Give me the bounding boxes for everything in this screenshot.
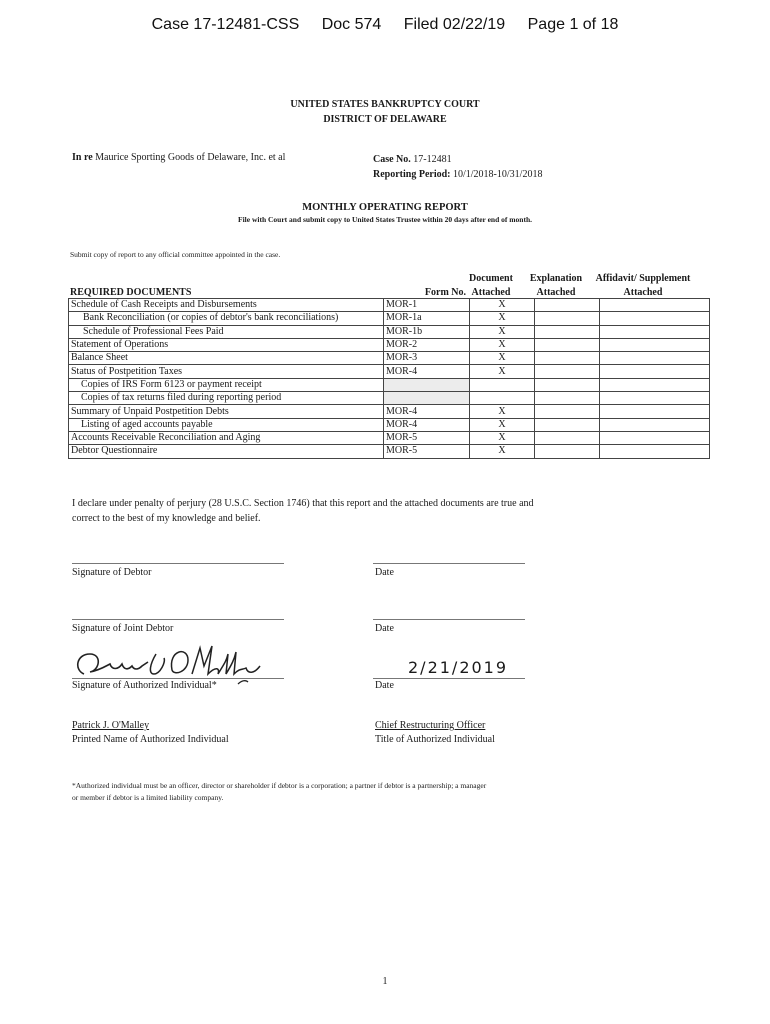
document-name-cell: Copies of tax returns filed during reporting period [69, 392, 384, 405]
explanation-attached-cell [535, 352, 600, 365]
document-name-cell: Status of Postpetition Taxes [69, 365, 384, 378]
document-attached-header [458, 272, 524, 300]
case-no-label: Case No. [373, 154, 411, 165]
affidavit-attached-cell [600, 392, 710, 405]
report-title: MONTHLY OPERATING REPORT [302, 202, 468, 213]
document-attached-cell: X [470, 299, 535, 312]
form-no-header: Form No. [424, 287, 466, 298]
document-attached-cell: X [470, 325, 535, 338]
explanation-attached-cell [535, 431, 600, 444]
signed-date: 2/21/2019 [408, 658, 509, 677]
court-district: DISTRICT OF DELAWARE [323, 114, 447, 125]
explanation-attached-cell [535, 325, 600, 338]
document-attached-cell: X [470, 431, 535, 444]
document-attached-cell [470, 392, 535, 405]
filed-date-header: Filed 02/22/19 [403, 16, 506, 33]
case-info [373, 152, 542, 182]
joint-signature-label: Signature of Joint Debtor [72, 623, 174, 634]
table-row [69, 445, 710, 458]
case-header [0, 16, 770, 34]
document-attached-cell: X [470, 405, 535, 418]
document-header-line2: Attached [471, 287, 511, 298]
table-row [69, 325, 710, 338]
table-row [69, 431, 710, 444]
table-row [69, 365, 710, 378]
affidavit-header-line1: Affidavit/ Supplement [595, 273, 691, 284]
document-name-cell: Schedule of Cash Receipts and Disbursements [69, 299, 384, 312]
authorized-title: Chief Restructuring Officer [375, 720, 486, 731]
form-number-cell: MOR-2 [384, 338, 470, 351]
explanation-header-line1: Explanation [529, 273, 583, 284]
submit-note: Submit copy of report to any official committee appointed in the case. [70, 250, 281, 259]
declaration-text: I declare under penalty of perjury (28 U.S.C. Section 1746) that this report and the attached documents are true and correct to the best of my knowledge and belief. [72, 498, 534, 524]
explanation-attached-cell [535, 378, 600, 391]
table-row [69, 378, 710, 391]
doc-number-header: Doc 574 [321, 16, 382, 33]
explanation-attached-cell [535, 405, 600, 418]
authorized-title-label: Title of Authorized Individual [375, 734, 495, 745]
debtor-date-line [373, 563, 525, 564]
debtor-name: Maurice Sporting Goods of Delaware, Inc. et al [95, 152, 286, 163]
table-row [69, 418, 710, 431]
affidavit-attached-cell [600, 378, 710, 391]
joint-date-label: Date [375, 623, 394, 634]
table-row [69, 338, 710, 351]
document-name-cell: Summary of Unpaid Postpetition Debts [69, 405, 384, 418]
affidavit-attached-cell [600, 325, 710, 338]
page-count-header: Page 1 of 18 [527, 16, 619, 33]
table-row [69, 392, 710, 405]
form-number-cell: MOR-4 [384, 365, 470, 378]
joint-signature-line [72, 619, 284, 620]
document-attached-cell: X [470, 352, 535, 365]
case-number-header: Case 17-12481-CSS [151, 16, 300, 33]
form-number-cell: MOR-1b [384, 325, 470, 338]
explanation-attached-cell [535, 299, 600, 312]
explanation-attached-cell [535, 392, 600, 405]
form-number-cell [384, 392, 470, 405]
affidavit-attached-cell [600, 352, 710, 365]
table-row [69, 299, 710, 312]
form-number-cell: MOR-5 [384, 445, 470, 458]
printed-name-label: Printed Name of Authorized Individual [72, 734, 229, 745]
authorized-footnote: *Authorized individual must be an officer, director or shareholder if debtor is a corporation; a partner if debtor is a partnership; a manager or member if debtor is a limited liability company. [72, 781, 487, 802]
form-number-cell [384, 378, 470, 391]
required-documents-table [68, 298, 710, 459]
document-name-cell: Listing of aged accounts payable [69, 418, 384, 431]
page-number: 1 [382, 976, 388, 987]
affidavit-attached-cell [600, 299, 710, 312]
court-heading [0, 97, 770, 127]
debtor-date-label: Date [375, 567, 394, 578]
required-documents-header: REQUIRED DOCUMENTS [70, 287, 192, 298]
document-name-cell: Bank Reconciliation (or copies of debtor's bank reconciliations) [69, 312, 384, 325]
affidavit-attached-cell [600, 445, 710, 458]
document-name-cell: Accounts Receivable Reconciliation and Aging [69, 431, 384, 444]
in-re-label: In re [72, 152, 93, 163]
form-number-cell: MOR-1a [384, 312, 470, 325]
reporting-period-value: 10/1/2018-10/31/2018 [453, 169, 543, 180]
document-header-line1: Document [469, 273, 513, 284]
form-number-cell: MOR-4 [384, 418, 470, 431]
table-row [69, 405, 710, 418]
affidavit-attached-cell [600, 338, 710, 351]
affidavit-attached-cell [600, 312, 710, 325]
reporting-period-label: Reporting Period: [373, 169, 451, 180]
report-subtitle: File with Court and submit copy to United States Trustee within 20 days after end of month. [238, 215, 532, 224]
document-name-cell: Debtor Questionnaire [69, 445, 384, 458]
affidavit-attached-cell [600, 365, 710, 378]
document-name-cell: Balance Sheet [69, 352, 384, 365]
case-no-value: 17-12481 [413, 154, 452, 165]
form-number-cell: MOR-3 [384, 352, 470, 365]
form-number-cell: MOR-1 [384, 299, 470, 312]
authorized-date-label: Date [375, 680, 394, 691]
table-row [69, 352, 710, 365]
affidavit-attached-cell [600, 405, 710, 418]
explanation-attached-cell [535, 445, 600, 458]
form-number-cell: MOR-4 [384, 405, 470, 418]
document-attached-cell [470, 378, 535, 391]
document-attached-cell: X [470, 445, 535, 458]
document-attached-cell: X [470, 418, 535, 431]
document-attached-cell: X [470, 312, 535, 325]
joint-date-line [373, 619, 525, 620]
explanation-attached-cell [535, 338, 600, 351]
court-name: UNITED STATES BANKRUPTCY COURT [290, 99, 480, 110]
document-attached-cell: X [470, 338, 535, 351]
printed-name: Patrick J. O'Malley [72, 720, 150, 731]
table-row [69, 312, 710, 325]
explanation-attached-cell [535, 312, 600, 325]
in-re-line [72, 152, 285, 163]
debtor-signature-line [72, 563, 284, 564]
affidavit-attached-cell [600, 418, 710, 431]
document-name-cell: Statement of Operations [69, 338, 384, 351]
authorized-signature-label: Signature of Authorized Individual* [72, 680, 217, 691]
document-attached-cell: X [470, 365, 535, 378]
explanation-header-line2: Attached [536, 287, 576, 298]
authorized-signature-line [72, 678, 284, 679]
authorized-date-line [373, 678, 525, 679]
affidavit-attached-cell [600, 431, 710, 444]
explanation-attached-header [524, 272, 588, 300]
debtor-signature-label: Signature of Debtor [72, 567, 152, 578]
explanation-attached-cell [535, 365, 600, 378]
form-number-cell: MOR-5 [384, 431, 470, 444]
affidavit-header-line2: Attached [623, 287, 663, 298]
explanation-attached-cell [535, 418, 600, 431]
affidavit-attached-header [588, 272, 698, 300]
document-name-cell: Schedule of Professional Fees Paid [69, 325, 384, 338]
document-name-cell: Copies of IRS Form 6123 or payment receipt [69, 378, 384, 391]
